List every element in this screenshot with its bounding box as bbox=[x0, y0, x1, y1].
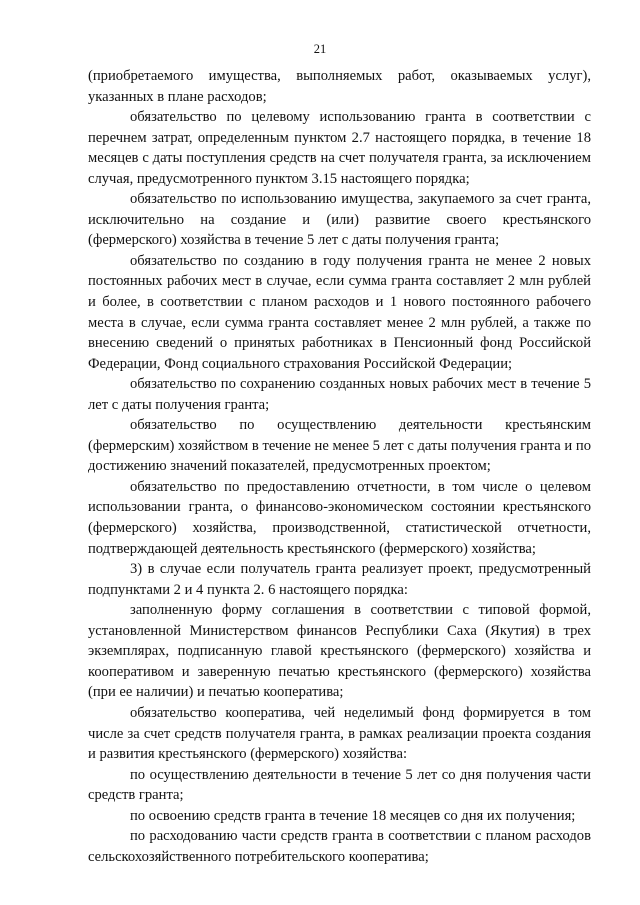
paragraph: обязательство кооператива, чей неделимый фонд формируется в том числе за счет средств получателя гранта, в рамках реализации проекта создания и развития крестьянского (фермерского) хозяйства: bbox=[88, 704, 591, 763]
paragraph: по осуществлению деятельности в течение 5 лет со дня получения части средств гранта; bbox=[88, 766, 591, 804]
paragraph: заполненную форму соглашения в соответствии с типовой формой, установленной Министерством финансов Республики Саха (Якутия) в трех экземплярах, подписанную главой крестьянского (фермерского) хозяйства и кооперативом и заверенную печатью крестьянского (фермерского) хозяйства (при ее наличии) и печатью кооператива; bbox=[88, 602, 591, 701]
page-number: 21 bbox=[313, 42, 327, 56]
paragraph: (приобретаемого имущества, выполняемых работ, оказываемых услуг), указанных в плане расходов; bbox=[88, 68, 591, 105]
paragraph: обязательство по целевому использованию гранта в соответствии с перечнем затрат, определенным пунктом 2.7 настоящего порядка, в течение 18 месяцев с даты поступления средств на счет получателя гранта, за исключением случая, предусмотренного пунктом 3.15 настоящего порядка; bbox=[88, 109, 591, 187]
paragraph: обязательство по осуществлению деятельности крестьянским (фермерским) хозяйством в течение не менее 5 лет с даты получения гранта и по достижению значений показателей, предусмотренных проектом; bbox=[88, 417, 591, 475]
paragraph: по освоению средств гранта в течение 18 месяцев со дня их получения; bbox=[130, 807, 576, 824]
paragraph: обязательство по использованию имущества, закупаемого за счет гранта, исключительно на создание и (или) развитие своего крестьянского (фермерского) хозяйства в течение 5 лет с даты получения гранта; bbox=[88, 191, 591, 249]
paragraph: 3) в случае если получатель гранта реализует проект, предусмотренный подпунктами 2 и 4 пункта 2. 6 настоящего порядка: bbox=[88, 561, 591, 598]
document-body bbox=[88, 66, 591, 867]
paragraph: обязательство по сохранению созданных новых рабочих мест в течение 5 лет с даты получения гранта; bbox=[88, 376, 591, 413]
paragraph: обязательство по созданию в году получения гранта не менее 2 новых постоянных рабочих мест в случае, если сумма гранта составляет 2 млн рублей и более, в соответствии с планом расходов и 1 нового постоянного рабочего места в случае, если сумма гранта составляет менее 2 млн рублей, а также по внесению сведений о принятых работниках в Пенсионный фонд Российской Федерации, Фонд социального страхования Российской Федерации; bbox=[88, 252, 591, 372]
paragraph: по расходованию части средств гранта в соответствии с планом расходов сельскохозяйственного потребительского кооператива; bbox=[88, 828, 591, 865]
paragraph: обязательство по предоставлению отчетности, в том числе о целевом использовании гранта, о финансово-экономическом состоянии крестьянского (фермерского) хозяйства, производственной, статистической отчетности, подтверждающей деятельность крестьянского (фермерского) хозяйства; bbox=[88, 478, 591, 557]
